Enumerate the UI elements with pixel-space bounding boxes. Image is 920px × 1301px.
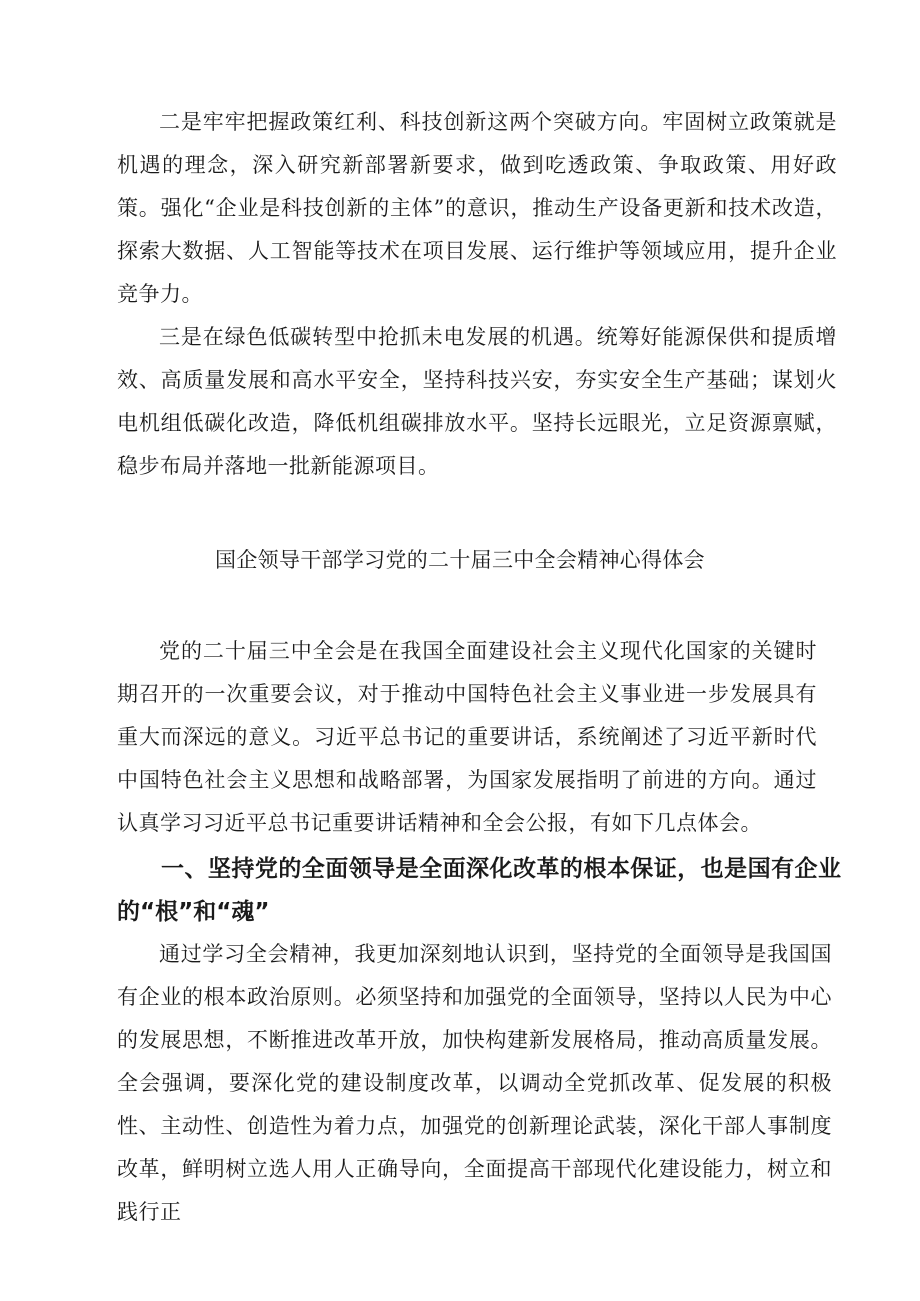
paragraph-policy-innovation: 二是牢牢把握政策红利、科技创新这两个突破方向。牢固树立政策就是机遇的理念，深入研究新部署新要求，做到吃透政策、争取政策、用好政策。强化“企业是科技创新的主体”的意识，推动生产设备更新和技术改造，探索大数据、人工智能等技术在项目发展、运行维护等领域应用，提升企业竞争力。 — [117, 110, 837, 306]
section-heading-1: 一、坚持党的全面领导是全面深化改革的根本保证，也是国有企业的“根”和“魂” — [117, 856, 841, 925]
paragraph-green-transition: 三是在绿色低碳转型中抢抓未电发展的机遇。统筹好能源保供和提质增效、高质量发展和高水平安全，坚持科技兴安，夯实安全生产基础；谋划火电机组低碳化改造，降低机组碳排放水平。坚持长远眼光，立足资源禀赋，稳步布局并落地一批新能源项目。 — [117, 325, 837, 478]
paragraph-party-leadership: 通过学习全会精神，我更加深刻地认识到，坚持党的全面领导是我国国有企业的根本政治原则。必须坚持和加强党的全面领导，坚持以人民为中心的发展思想，不断推进改革开放，加快构建新发展格局，推动高质量发展。全会强调，要深化党的建设制度改革，以调动全党抓改革、促发展的积极性、主动性、创造性为着力点，加强党的创新理论武装，深化干部人事制度改革，鲜明树立选人用人正确导向，全面提高干部现代化建设能力，树立和践行正 — [117, 942, 832, 1224]
article-title: 国企领导干部学习党的二十届三中全会精神心得体会 — [215, 548, 705, 572]
paragraph-introduction: 党的二十届三中全会是在我国全面建设社会主义现代化国家的关键时期召开的一次重要会议，对于推动中国特色社会主义事业进一步发展具有重大而深远的意义。习近平总书记的重要讲话，系统阐述了习近平新时代中国特色社会主义思想和战略部署，为国家发展指明了前进的方向。通过认真学习习近平总书记重要讲话精神和全会公报，有如下几点体会。 — [117, 639, 817, 835]
